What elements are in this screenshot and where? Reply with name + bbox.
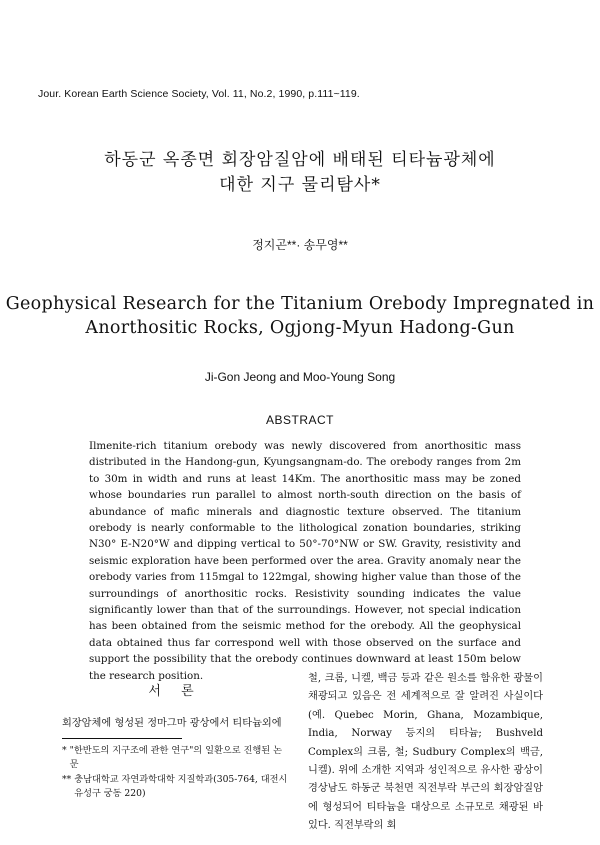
journal-citation: Jour. Korean Earth Science Society, Vol. 11, No.2, 1990, p.111~119. <box>38 88 360 100</box>
english-title-line-1: Geophysical Research for the Titanium Orebody Impregnated in <box>5 294 595 314</box>
left-column <box>62 680 288 733</box>
intro-right-text: 철, 크롬, 니켈, 백금 등과 같은 원소를 함유한 광물이 채광되고 있음은 전 세계적으로 잘 알려진 사실이다(예. Quebec Morin, Ghana, Mozambique, India, Norway 등지의 티타늄; Bushveld Complex의 크롬, 철; Sudbury Complex의 백금, 니켈). 위에 소개한 지역과 성인적으로 유사한 광상이 경상남도 하동군 북천면 직전부락 부근의 회장암질암에 형성되어 티타늄을 대상으로 소규모로 채광된 바 있다. 직전부락의 회 <box>308 673 543 832</box>
korean-title-line-2: 대한 지구 물리탐사* <box>219 175 381 195</box>
footnotes <box>62 744 290 802</box>
footnote-rule <box>62 738 182 739</box>
footnote-1-text: "한반도의 지구조에 관한 연구"의 일환으로 진행된 논문 <box>69 745 282 770</box>
english-title <box>0 292 600 340</box>
korean-authors: 정지곤**· 송무영** <box>252 238 348 252</box>
section-heading-introduction: 서 론 <box>148 684 202 699</box>
footnote-2-mark: ** <box>62 774 72 785</box>
english-title-line-2: Anorthositic Rocks, Ogjong-Myun Hadong-Gun <box>85 318 515 338</box>
abstract-text: Ilmenite-rich titanium orebody was newly discovered from anorthositic mass distributed in the Handong-gun, Kyungsangnam-do. The orebody ranges from 2m to 30m in width and runs at least 14Km. The anorthositic mass may be zoned whose boundaries run parallel to almost north-south direction on the basis of abundance of mafic minerals and diagnostic texture observed. The titanium orebody is nearly conformable to the lithological zonation boundaries, striking N30° E-N20°W and dipping vertical to 50°-70°NW or SW. Gravity, resistivity and seismic exploration have been performed over the area. Gravity anomaly near the orebody varies from 115mgal to 122mgal, showing higher value than those of the surroundings of anorthositic rocks. Resistivity sounding indicates the value significantly lower than that of the surroundings. However, not special indication has been obtained from the seismic method for the orebody. All the geophysical data obtained thus far correspond well with those observed on the surface and support the possibility that the orebody continues downward at least 150m below the research position. <box>89 440 521 682</box>
korean-title <box>0 148 600 198</box>
footnote-1-mark: * <box>62 745 67 756</box>
footnote-1 <box>62 744 290 771</box>
english-authors: Ji-Gon Jeong and Moo-Young Song <box>204 370 396 384</box>
intro-left-text: 회장암체에 형성된 정마그마 광상에서 티타늄외에 <box>62 718 282 729</box>
footnote-2-text: 충남대학교 자연과학대학 지질학과(305-764, 대전시 유성구 궁동 220) <box>74 774 288 799</box>
footnote-2 <box>62 773 290 800</box>
abstract-heading: ABSTRACT <box>265 413 334 427</box>
korean-title-line-1: 하동군 옥종면 회장암질암에 배태된 티타늄광체에 <box>104 150 496 170</box>
